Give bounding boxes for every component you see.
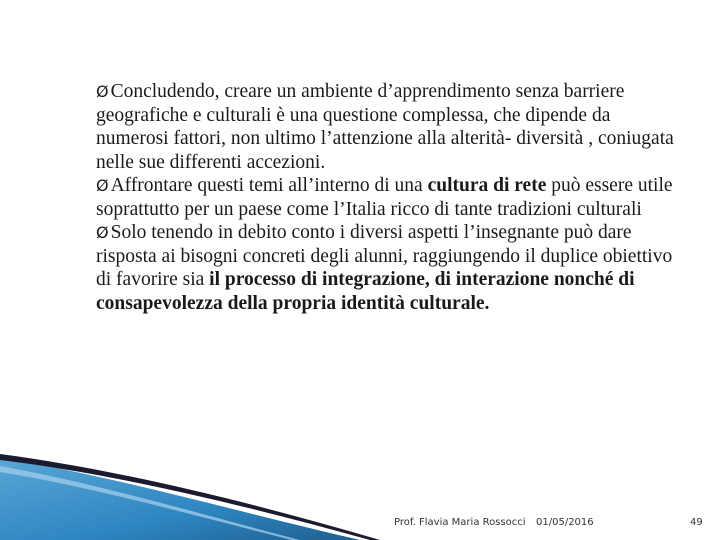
- paragraph-2-bold: cultura di rete: [427, 175, 547, 196]
- paragraph-2-text-before: Affrontare questi temi all’interno di una: [110, 175, 428, 196]
- paragraph-2: [96, 174, 676, 221]
- slide-body: [96, 80, 676, 315]
- paragraph-3-text-before: Solo tenendo in debito conto i diversi aspetti l’insegnante può dare risposta ai bisogni concreti degli alunni, raggiungendo il duplice obiettivo di favorire sia: [96, 222, 673, 290]
- paragraph-3: [96, 221, 676, 315]
- paragraph-3-bold: il processo di integrazione, di interazione nonché di consapevolezza della propria identità culturale.: [96, 269, 635, 314]
- paragraph-1-text: Concludendo, creare un ambiente d’apprendimento senza barriere geografiche e culturali è una questione complessa, che dipende da numerosi fattori, non ultimo l’attenzione alla alterità- diversità , coniugata nelle sue differenti accezioni.: [96, 81, 674, 173]
- footer-date: 01/05/2016: [536, 517, 594, 528]
- arrow-bullet-icon: Ø: [96, 176, 109, 195]
- paragraph-1: [96, 80, 676, 174]
- arrow-bullet-icon: Ø: [96, 223, 109, 242]
- arrow-bullet-icon: Ø: [96, 82, 109, 101]
- paragraph-2-text-after: può essere utile soprattutto per un paese come l’Italia ricco di tante tradizioni culturali: [96, 175, 673, 220]
- footer-author: Prof. Flavia Maria Rossocci: [394, 517, 526, 528]
- blue-wave-shape: [0, 458, 360, 540]
- footer-page-number: 49: [690, 517, 703, 528]
- corner-decoration: [0, 440, 720, 540]
